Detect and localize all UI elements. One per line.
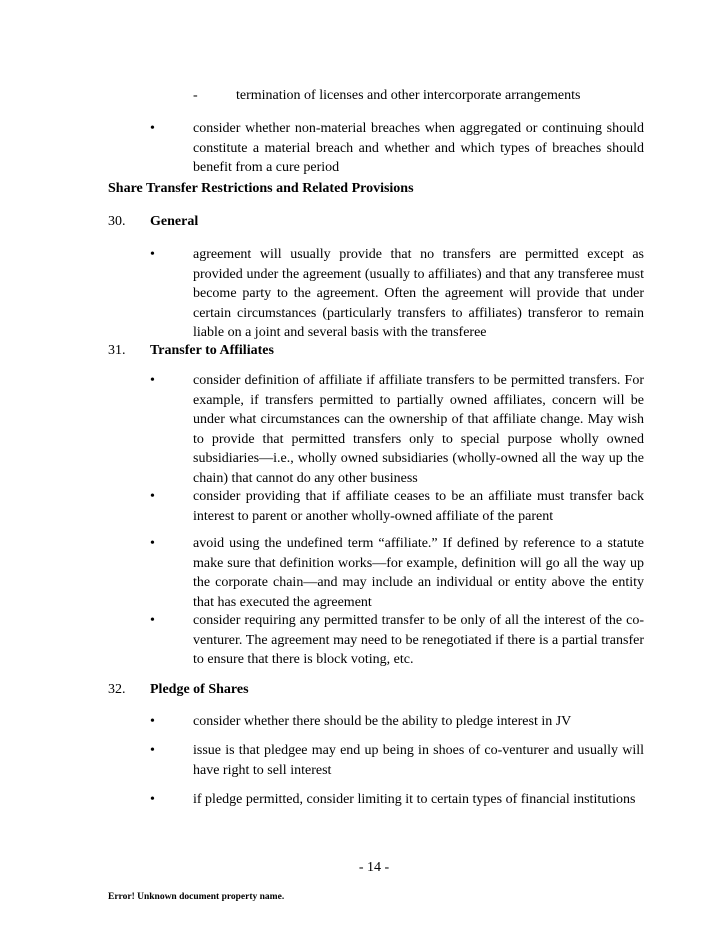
section-number: 32.: [108, 682, 126, 697]
section-heading: Share Transfer Restrictions and Related Provisions: [108, 181, 414, 196]
bullet-text: consider providing that if affiliate ceases to be an affiliate must transfer back interest to parent or another wholly-owned affiliate of the parent: [193, 489, 644, 524]
section-number: 31.: [108, 343, 126, 358]
bullet-text: agreement will usually provide that no transfers are permitted except as provided under the agreement (usually to affiliates) and that any transferee must become party to the agreement. Often the agreement will provide that under certain circumstances (particularly transfers to affiliates) transferor to remain liable on a joint and several basis with the transferee: [193, 247, 644, 340]
bullet-glyph: •: [150, 714, 155, 729]
dash-marker: -: [193, 88, 198, 103]
bullet-item: [150, 534, 644, 612]
bullet-glyph: •: [150, 613, 155, 628]
bullet-item: [150, 371, 644, 488]
dash-item-text: termination of licenses and other intercorporate arrangements: [236, 88, 581, 103]
bullet-text: consider definition of affiliate if affiliate transfers to be permitted transfers. For example, if transfers permitted to partially owned affiliates, concern will be under what circumstances can the ownership of that affiliate change. May wish to provide that permitted transfers only to special purpose wholly owned subsidiaries—i.e., wholly owned subsidiaries (wholly-owned all the way up the chain) that cannot do any other business: [193, 373, 644, 486]
bullet-text: avoid using the undefined term “affiliate.” If defined by reference to a statute make sure that definition works—for example, definition will go all the way up the corporate chain—and may include an individual or entity above the entity that has executed the agreement: [193, 536, 644, 610]
bullet-glyph: •: [150, 743, 155, 758]
bullet-item: [150, 245, 644, 343]
section-title: Transfer to Affiliates: [150, 343, 274, 358]
bullet-text: if pledge permitted, consider limiting it to certain types of financial institutions: [193, 792, 636, 807]
bullet-text: consider requiring any permitted transfer to be only of all the interest of the co-venturer. The agreement may need to be renegotiated if there is a partial transfer to ensure that there is block voting, etc.: [193, 613, 644, 667]
bullet-text: consider whether non-material breaches when aggregated or continuing should constitute a material breach and whether and which types of breaches should benefit from a cure period: [193, 121, 644, 175]
footer-text: Error! Unknown document property name.: [108, 892, 285, 902]
section-number: 30.: [108, 214, 126, 229]
bullet-text: issue is that pledgee may end up being in shoes of co-venturer and usually will have right to sell interest: [193, 743, 644, 778]
bullet-glyph: •: [150, 247, 155, 262]
bullet-glyph: •: [150, 489, 155, 504]
bullet-item: [150, 741, 644, 780]
bullet-item: [150, 487, 644, 526]
bullet-glyph: •: [150, 373, 155, 388]
bullet-item: [150, 119, 644, 178]
section-title: Pledge of Shares: [150, 682, 249, 697]
bullet-item: [150, 611, 644, 670]
bullet-text: consider whether there should be the ability to pledge interest in JV: [193, 714, 572, 729]
bullet-glyph: •: [150, 536, 155, 551]
bullet-glyph: •: [150, 121, 155, 136]
bullet-item: [150, 790, 644, 810]
page-number: - 14 -: [358, 860, 390, 875]
bullet-glyph: •: [150, 792, 155, 807]
section-title: General: [150, 214, 199, 229]
bullet-item: [150, 712, 644, 732]
